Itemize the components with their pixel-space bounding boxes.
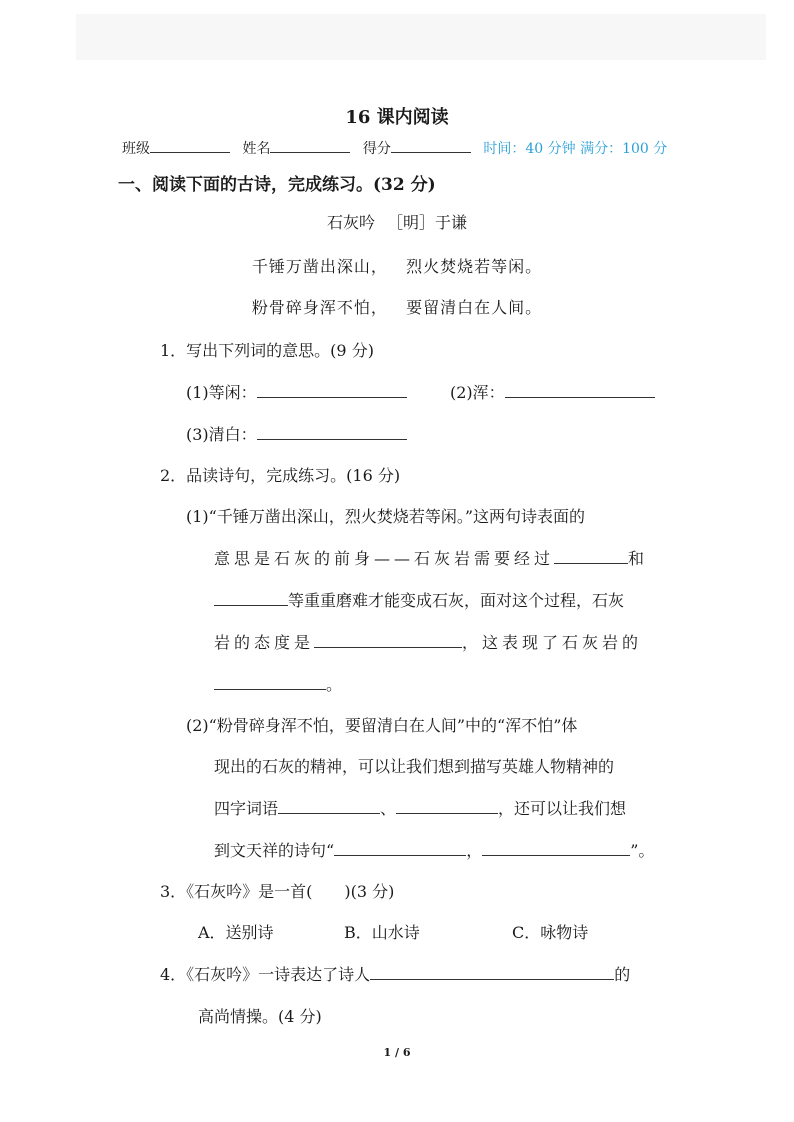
q2-p2-line-4-end: ”。 — [630, 841, 655, 860]
name-blank[interactable] — [270, 139, 350, 153]
class-blank[interactable] — [150, 139, 230, 153]
q1-item-1-label: (1)等闲： — [186, 383, 257, 402]
q2-p2-line-4 — [214, 838, 654, 861]
poem-title-row — [0, 210, 794, 233]
q4-line-2: 高尚情操。(4 分) — [198, 1007, 322, 1026]
q2-p1-line-5 — [214, 672, 342, 695]
q2-p1-line-2 — [214, 546, 644, 569]
page-number: 1 / 6 — [383, 1046, 411, 1059]
q3-option-b[interactable]: B．山水诗 — [344, 923, 420, 942]
q2-blank-7[interactable] — [334, 841, 466, 856]
q1-item-2 — [450, 380, 655, 403]
q2-p2-line-1: (2)“粉骨碎身浑不怕，要留清白在人间”中的“浑不怕”体 — [186, 716, 578, 735]
q2-p2-line-4-text: 到文天祥的诗句“ — [214, 841, 335, 860]
q1-item-1 — [186, 380, 407, 403]
top-band — [76, 14, 766, 60]
q2-p2-line-3-sep: 、 — [380, 799, 397, 818]
q1-item-3-blank[interactable] — [257, 425, 407, 440]
class-label-row — [122, 138, 667, 158]
q3-option-c[interactable]: C．咏物诗 — [512, 923, 589, 942]
q3-option-a[interactable]: A．送别诗 — [198, 923, 274, 942]
score-blank[interactable] — [391, 139, 471, 153]
poem-author: ［明］于谦 — [387, 213, 468, 232]
time-info: 时间：40 分钟 满分：100 分 — [483, 141, 668, 157]
q1-item-2-blank[interactable] — [505, 383, 655, 398]
q2-p1-line-4-text: 岩的态度是 — [214, 633, 315, 652]
q2-stem: 2．品读诗句，完成练习。(16 分) — [160, 466, 401, 485]
q2-p2-line-2: 现出的石灰的精神，可以让我们想到描写英雄人物精神的 — [214, 757, 615, 776]
q2-p1-line-3 — [214, 588, 624, 611]
q2-blank-8[interactable] — [482, 841, 630, 856]
q1-stem: 1．写出下列词的意思。(9 分) — [160, 341, 374, 360]
q1-item-3 — [186, 422, 407, 445]
score-label: 得分 — [362, 141, 391, 157]
q2-blank-1[interactable] — [554, 549, 628, 564]
q2-blank-4[interactable] — [214, 675, 326, 690]
poem-line-2: 粉骨碎身浑不怕， 要留清白在人间。 — [251, 298, 543, 317]
q2-p2-line-3 — [214, 796, 626, 819]
q1-item-2-label: (2)浑： — [450, 383, 505, 402]
q1-item-3-label: (3)清白： — [186, 425, 257, 444]
q2-p2-line-3-end: ，还可以让我们想 — [498, 799, 627, 818]
q4-line-1 — [160, 962, 630, 985]
page-title: 16 课内阅读 — [345, 107, 449, 128]
q2-p1-line-3-text: 等重重磨难才能变成石灰，面对这个过程，石灰 — [288, 591, 625, 610]
q2-blank-2[interactable] — [214, 591, 288, 606]
q2-p1-line-4 — [214, 630, 642, 653]
class-label: 班级 — [122, 141, 150, 157]
q4-stem: 4．《石灰吟》一诗表达了诗人 — [160, 965, 371, 984]
name-label: 姓名 — [242, 141, 271, 157]
q1-item-1-blank[interactable] — [257, 383, 407, 398]
poem-title: 石灰吟 — [326, 213, 375, 232]
q2-blank-6[interactable] — [396, 799, 498, 814]
section-heading: 一、阅读下面的古诗，完成练习。(32 分) — [118, 175, 436, 195]
q2-p1-line-2-end: 和 — [628, 549, 645, 568]
q2-blank-3[interactable] — [314, 633, 462, 648]
q2-p2-line-3-text: 四字词语 — [214, 799, 279, 818]
q2-p1-line-2-text: 意思是石灰的前身——石灰岩需要经过 — [214, 549, 555, 568]
q3-stem: 3．《石灰吟》是一首( )(3 分) — [160, 882, 395, 901]
poem-line-1: 千锤万凿出深山， 烈火焚烧若等闲。 — [251, 257, 543, 276]
q4-blank[interactable] — [370, 965, 614, 980]
q2-p1-line-1: (1)“千锤万凿出深山，烈火焚烧若等闲。”这两句诗表面的 — [186, 507, 586, 526]
q2-p1-line-5-end: 。 — [326, 675, 343, 694]
q2-p2-line-4-sep: ， — [466, 841, 483, 860]
q2-blank-5[interactable] — [278, 799, 380, 814]
q4-stem-end: 的 — [614, 965, 631, 984]
q2-p1-line-4-end: ，这表现了石灰岩的 — [462, 633, 643, 652]
